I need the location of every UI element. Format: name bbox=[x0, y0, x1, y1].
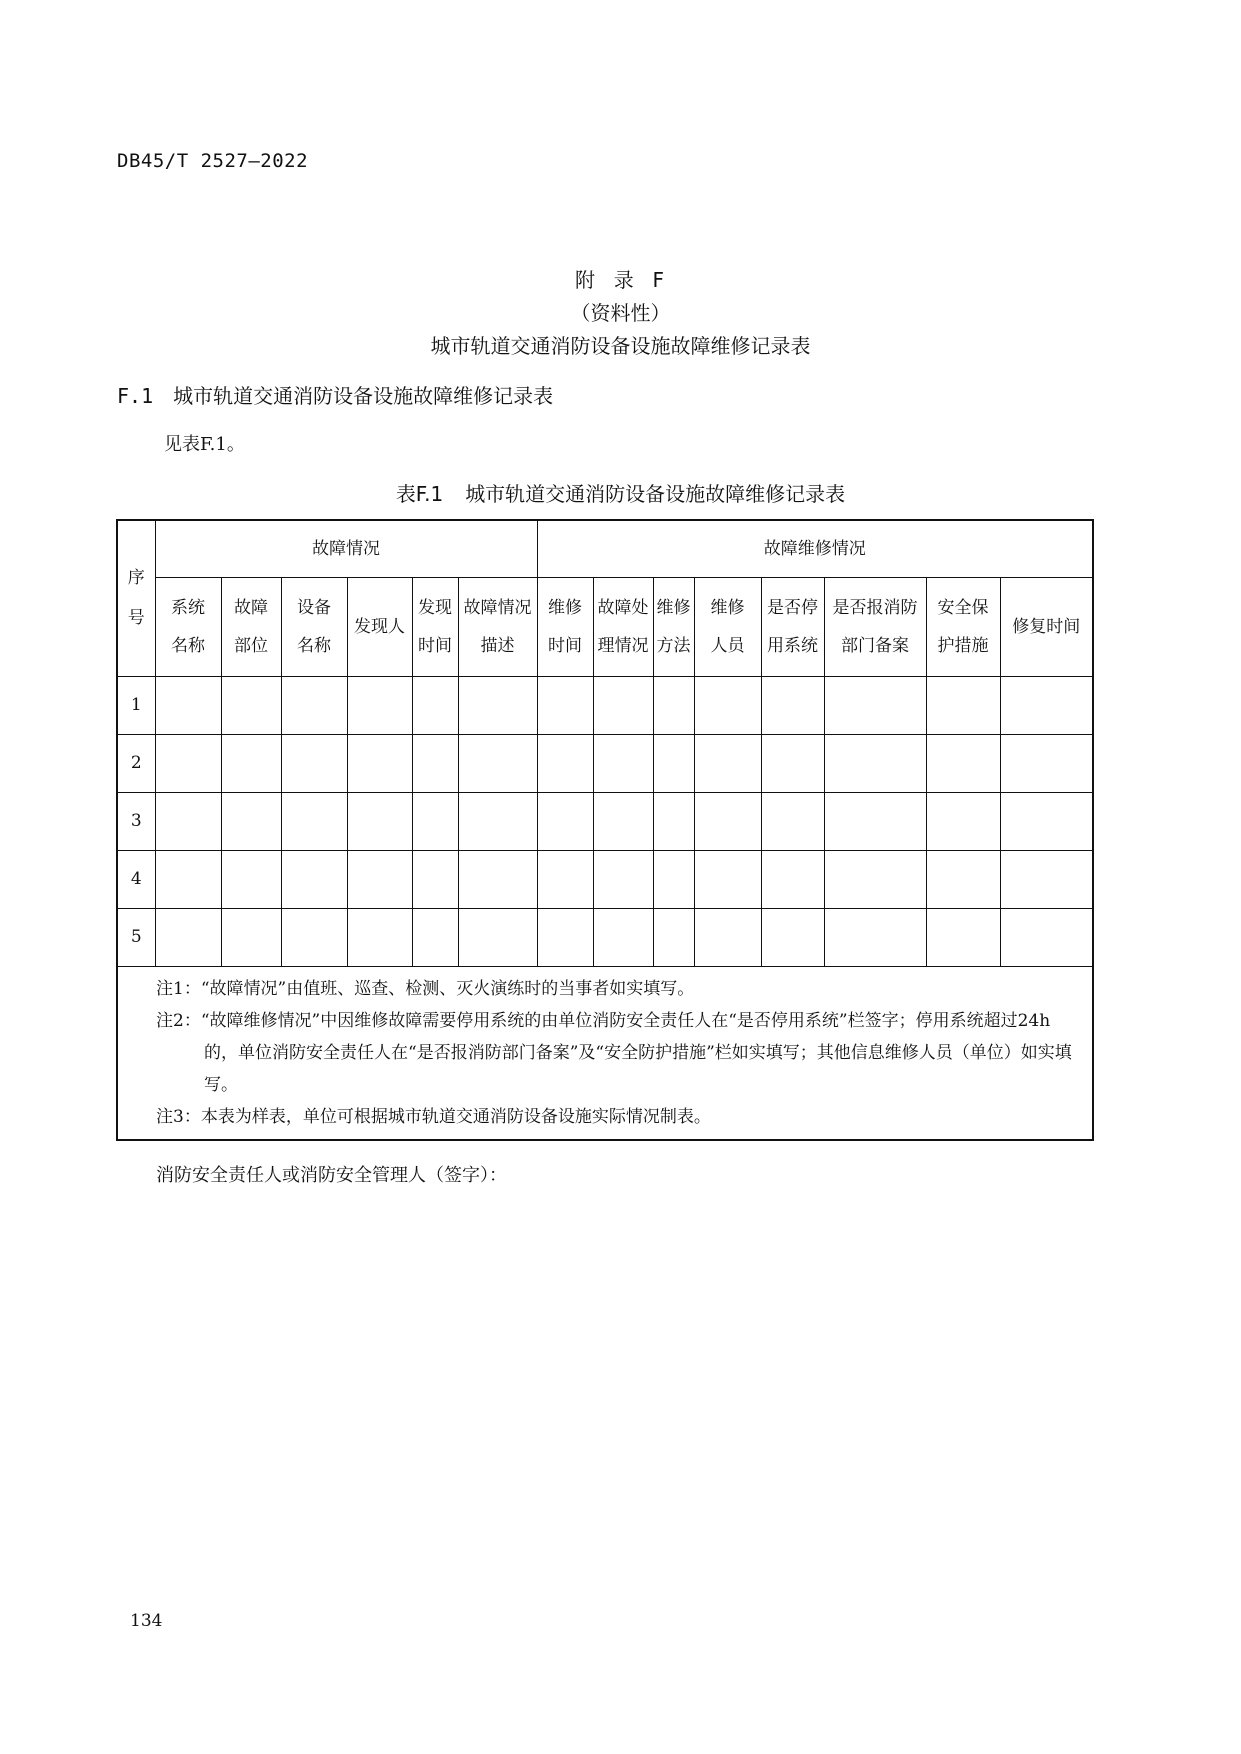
column-header-row bbox=[117, 577, 1093, 676]
column-header-line: 理情况 bbox=[597, 635, 649, 656]
column-header-line: 名称 bbox=[297, 635, 331, 656]
row-seq: 3 bbox=[117, 792, 155, 850]
column-header bbox=[824, 577, 926, 676]
column-header-line: 时间 bbox=[548, 635, 582, 656]
column-header-line: 名称 bbox=[171, 635, 205, 656]
column-header-line: 设备 bbox=[297, 597, 331, 618]
appendix-type: （资料性） bbox=[570, 301, 671, 325]
table-cell[interactable] bbox=[653, 792, 694, 850]
table-cell[interactable] bbox=[593, 676, 653, 734]
column-header bbox=[926, 577, 1000, 676]
column-header-line: 修复时间 bbox=[1012, 616, 1081, 637]
table-cell[interactable] bbox=[412, 734, 458, 792]
table-cell[interactable] bbox=[761, 734, 824, 792]
table-cell[interactable] bbox=[1000, 734, 1093, 792]
column-header bbox=[694, 577, 761, 676]
document-id: DB45/T 2527—2022 bbox=[117, 150, 309, 172]
table-cell[interactable] bbox=[155, 792, 221, 850]
table-cell[interactable] bbox=[926, 792, 1000, 850]
column-header-line: 维修 bbox=[656, 597, 691, 618]
table-cell[interactable] bbox=[221, 792, 281, 850]
table-cell[interactable] bbox=[824, 850, 926, 908]
column-header bbox=[412, 577, 458, 676]
table-cell[interactable] bbox=[761, 676, 824, 734]
column-header-line: 安全保 bbox=[937, 597, 989, 618]
section-number: F.1 bbox=[117, 384, 154, 408]
table-cell[interactable] bbox=[824, 676, 926, 734]
column-header-line: 发现人 bbox=[354, 616, 405, 637]
page-number: 134 bbox=[130, 1611, 163, 1631]
table-cell[interactable] bbox=[1000, 676, 1093, 734]
column-header-line: 用系统 bbox=[767, 635, 818, 656]
group-header-repair: 故障维修情况 bbox=[537, 520, 1093, 577]
table-cell[interactable] bbox=[281, 734, 347, 792]
table-cell[interactable] bbox=[593, 734, 653, 792]
table-cell[interactable] bbox=[281, 792, 347, 850]
row-seq: 1 bbox=[117, 676, 155, 734]
row-seq: 4 bbox=[117, 850, 155, 908]
note-1: 注1：“故障情况”由值班、巡查、检测、灭火演练时的当事者如实填写。 bbox=[156, 978, 695, 999]
table-cell[interactable] bbox=[537, 908, 593, 966]
table-cell[interactable] bbox=[412, 676, 458, 734]
table-cell[interactable] bbox=[761, 850, 824, 908]
table-cell[interactable] bbox=[155, 908, 221, 966]
table-cell[interactable] bbox=[694, 850, 761, 908]
table-cell[interactable] bbox=[347, 908, 412, 966]
table-cell[interactable] bbox=[1000, 850, 1093, 908]
note-2: 注2：“故障维修情况”中因维修故障需要停用系统的由单位消防安全责任人在“是否停用系统”栏签字；停用系统超过24h的，单位消防安全责任人在“是否报消防部门备案”及“安全防护措施”栏如实填写；其他信息维修人员（单位）如实填写。 bbox=[156, 1010, 1072, 1095]
table-cell[interactable] bbox=[458, 734, 537, 792]
column-header bbox=[458, 577, 537, 676]
column-header-line: 人员 bbox=[710, 635, 745, 656]
table-cell[interactable] bbox=[155, 676, 221, 734]
column-header-line: 系统 bbox=[171, 597, 205, 618]
appendix-name: 城市轨道交通消防设备设施故障维修记录表 bbox=[430, 334, 811, 358]
column-header bbox=[1000, 577, 1093, 676]
table-cell[interactable] bbox=[824, 908, 926, 966]
column-header bbox=[347, 577, 412, 676]
column-header bbox=[593, 577, 653, 676]
table-cell[interactable] bbox=[155, 734, 221, 792]
table-notes bbox=[117, 966, 1093, 1140]
column-header-line: 维修 bbox=[548, 597, 582, 618]
row-seq: 2 bbox=[117, 734, 155, 792]
table-row bbox=[117, 792, 1093, 850]
table-cell[interactable] bbox=[593, 792, 653, 850]
table-row bbox=[117, 908, 1093, 966]
table-cell[interactable] bbox=[155, 850, 221, 908]
table-cell[interactable] bbox=[1000, 792, 1093, 850]
column-header-line: 故障情况 bbox=[463, 597, 532, 618]
table-cell[interactable] bbox=[347, 850, 412, 908]
table-cell[interactable] bbox=[221, 676, 281, 734]
table-cell[interactable] bbox=[653, 734, 694, 792]
column-header-line: 是否停 bbox=[767, 597, 818, 618]
column-header bbox=[281, 577, 347, 676]
table-cell[interactable] bbox=[458, 676, 537, 734]
table-cell[interactable] bbox=[347, 792, 412, 850]
table-cell[interactable] bbox=[761, 908, 824, 966]
table-cell[interactable] bbox=[593, 850, 653, 908]
column-header-line: 故障处 bbox=[597, 597, 649, 618]
table-cell[interactable] bbox=[281, 676, 347, 734]
table-cell[interactable] bbox=[221, 908, 281, 966]
record-table bbox=[116, 519, 1094, 1141]
table-cell[interactable] bbox=[221, 734, 281, 792]
table-cell[interactable] bbox=[926, 908, 1000, 966]
column-header-line: 部位 bbox=[234, 635, 268, 656]
row-seq: 5 bbox=[117, 908, 155, 966]
table-cell[interactable] bbox=[653, 850, 694, 908]
table-row bbox=[117, 676, 1093, 734]
seq-header-char-2: 号 bbox=[127, 608, 145, 629]
table-cell[interactable] bbox=[694, 792, 761, 850]
table-row bbox=[117, 734, 1093, 792]
table-cell[interactable] bbox=[761, 792, 824, 850]
column-header-line: 护措施 bbox=[937, 635, 989, 656]
column-header-line: 时间 bbox=[418, 635, 452, 656]
table-cell[interactable] bbox=[694, 734, 761, 792]
table-cell[interactable] bbox=[281, 850, 347, 908]
table-cell[interactable] bbox=[926, 676, 1000, 734]
reference-text: 见表F.1。 bbox=[164, 434, 245, 455]
table-cell[interactable] bbox=[824, 734, 926, 792]
column-header-line: 描述 bbox=[480, 635, 515, 656]
table-cell[interactable] bbox=[537, 850, 593, 908]
table-cell[interactable] bbox=[458, 908, 537, 966]
table-cell[interactable] bbox=[694, 676, 761, 734]
column-header bbox=[155, 577, 221, 676]
table-caption bbox=[0, 478, 1241, 507]
signature-line: 消防安全责任人或消防安全管理人（签字）： bbox=[156, 1165, 507, 1186]
table-title: 城市轨道交通消防设备设施故障维修记录表 bbox=[465, 482, 846, 506]
table-number: 表F.1 bbox=[395, 482, 444, 506]
table-cell[interactable] bbox=[926, 734, 1000, 792]
table-cell[interactable] bbox=[537, 792, 593, 850]
table-cell[interactable] bbox=[653, 676, 694, 734]
table-cell[interactable] bbox=[653, 908, 694, 966]
table-cell[interactable] bbox=[221, 850, 281, 908]
column-header bbox=[221, 577, 281, 676]
table-cell[interactable] bbox=[281, 908, 347, 966]
table-cell[interactable] bbox=[593, 908, 653, 966]
column-header bbox=[761, 577, 824, 676]
table-cell[interactable] bbox=[694, 908, 761, 966]
table-row bbox=[117, 850, 1093, 908]
table-cell[interactable] bbox=[347, 676, 412, 734]
column-header-line: 部门备案 bbox=[841, 635, 909, 656]
note-3: 注3：本表为样表，单位可根据城市轨道交通消防设备设施实际情况制表。 bbox=[156, 1106, 711, 1127]
seq-header bbox=[117, 520, 155, 676]
seq-header-char-1: 序 bbox=[127, 568, 145, 589]
table-cell[interactable] bbox=[537, 676, 593, 734]
appendix-title: 附 录 F bbox=[575, 268, 666, 292]
table-cell[interactable] bbox=[458, 792, 537, 850]
table-cell[interactable] bbox=[1000, 908, 1093, 966]
table-cell[interactable] bbox=[412, 850, 458, 908]
section-title: 城市轨道交通消防设备设施故障维修记录表 bbox=[173, 384, 554, 408]
column-header-line: 发现 bbox=[418, 597, 452, 618]
column-header-line: 维修 bbox=[710, 597, 745, 618]
column-header bbox=[653, 577, 694, 676]
column-header bbox=[537, 577, 593, 676]
table-cell[interactable] bbox=[824, 792, 926, 850]
column-header-line: 方法 bbox=[656, 635, 691, 656]
table-cell[interactable] bbox=[412, 792, 458, 850]
table-cell[interactable] bbox=[926, 850, 1000, 908]
section-heading bbox=[117, 380, 553, 409]
group-header-fault: 故障情况 bbox=[155, 520, 537, 577]
table-cell[interactable] bbox=[458, 850, 537, 908]
table-cell[interactable] bbox=[412, 908, 458, 966]
column-header-line: 故障 bbox=[234, 597, 268, 618]
table-cell[interactable] bbox=[537, 734, 593, 792]
table-cell[interactable] bbox=[347, 734, 412, 792]
column-header-line: 是否报消防 bbox=[832, 597, 918, 618]
